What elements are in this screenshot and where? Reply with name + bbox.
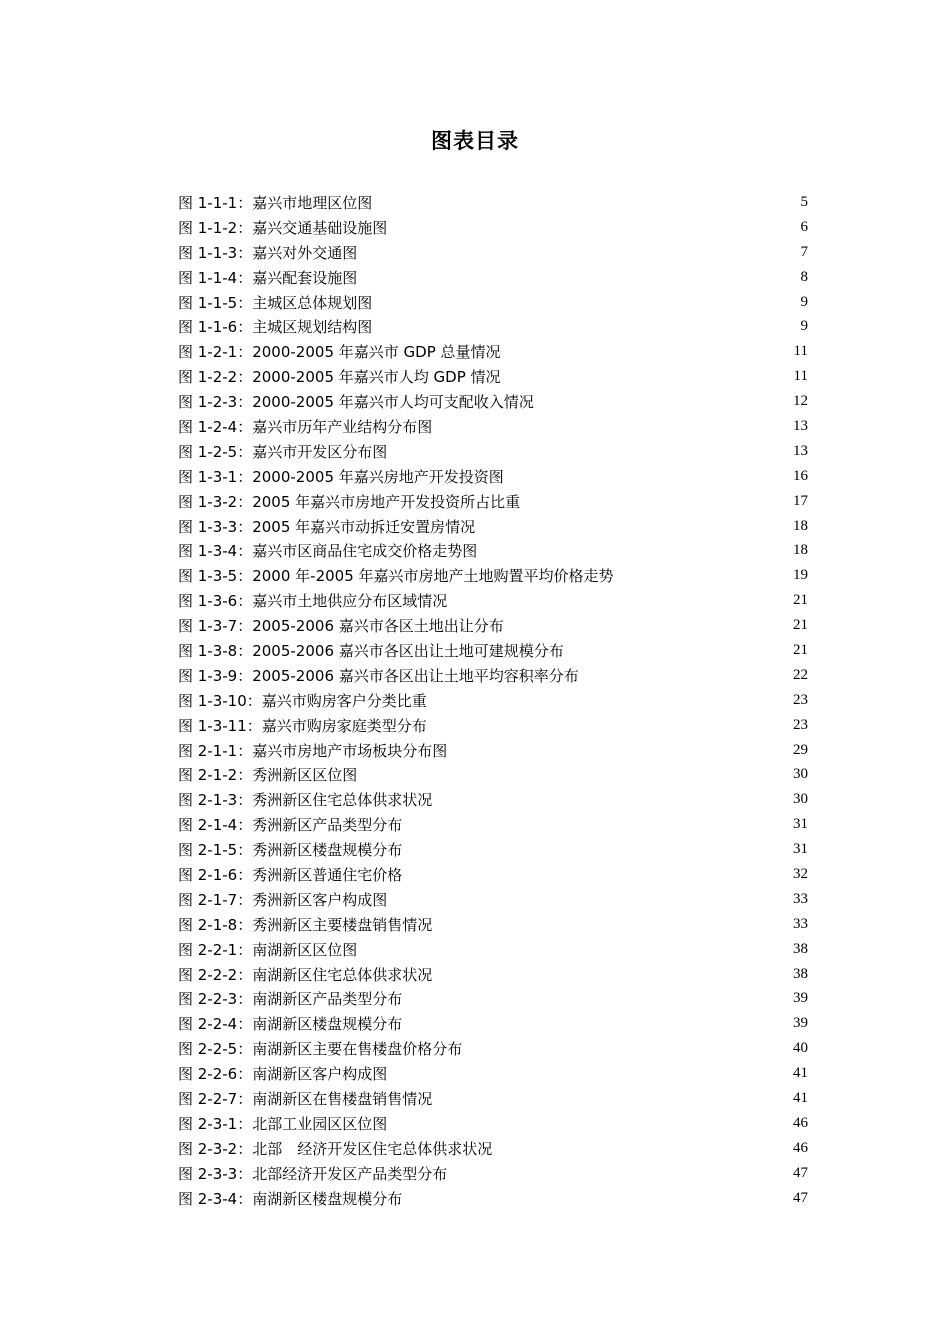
toc-entry-label: 图 1-1-4：嘉兴配套设施图 [178, 268, 358, 287]
toc-entry[interactable] [178, 588, 808, 613]
toc-entry-label: 图 1-1-6：主城区规划结构图 [178, 318, 373, 337]
toc-entry[interactable] [178, 215, 808, 240]
toc-entry-label: 图 1-3-10：嘉兴市购房客户分类比重 [178, 691, 427, 710]
toc-entry-page-number: 47 [793, 1164, 808, 1181]
toc-entry-page-number: 21 [793, 617, 808, 634]
toc-entry[interactable] [178, 439, 808, 464]
toc-entry-label: 图 2-1-3：秀洲新区住宅总体供求状况 [178, 791, 433, 810]
toc-entry-page-number: 32 [793, 865, 808, 882]
toc-entry-page-number: 31 [793, 841, 808, 858]
toc-entry-label: 图 2-2-1：南湖新区区位图 [178, 940, 358, 959]
toc-entry[interactable] [178, 464, 808, 489]
toc-entry[interactable] [178, 1011, 808, 1036]
toc-entry-page-number: 38 [793, 940, 808, 957]
toc-entry[interactable] [178, 538, 808, 563]
toc-entry-page-number: 9 [800, 293, 808, 310]
toc-entry-page-number: 41 [793, 1065, 808, 1082]
toc-entry-label: 图 2-3-1：北部工业园区区位图 [178, 1114, 388, 1133]
toc-entry[interactable] [178, 887, 808, 912]
toc-entry-label: 图 1-2-3：2000-2005 年嘉兴市人均可支配收入情况 [178, 393, 534, 412]
toc-entry-label: 图 1-3-11：嘉兴市购房家庭类型分布 [178, 716, 427, 735]
toc-entry[interactable] [178, 339, 808, 364]
toc-entry-label: 图 2-2-3：南湖新区产品类型分布 [178, 990, 403, 1009]
toc-entry-label: 图 1-3-5：2000 年-2005 年嘉兴市房地产土地购置平均价格走势 [178, 567, 614, 586]
toc-entry-label: 图 1-3-9：2005-2006 嘉兴市各区出让土地平均容积率分布 [178, 666, 579, 685]
toc-entry-page-number: 30 [793, 766, 808, 783]
toc-entry-page-number: 9 [800, 318, 808, 335]
toc-entry-label: 图 1-3-6：嘉兴市土地供应分布区域情况 [178, 592, 448, 611]
toc-entry[interactable] [178, 738, 808, 763]
toc-entry[interactable] [178, 787, 808, 812]
toc-entry-page-number: 5 [800, 193, 808, 210]
toc-entry[interactable] [178, 613, 808, 638]
toc-entry[interactable] [178, 688, 808, 713]
toc-entry-label: 图 1-3-1：2000-2005 年嘉兴房地产开发投资图 [178, 467, 504, 486]
toc-entry-page-number: 30 [793, 791, 808, 808]
toc-entry-label: 图 2-2-2：南湖新区住宅总体供求状况 [178, 965, 433, 984]
toc-entry-page-number: 21 [793, 592, 808, 609]
toc-entry-label: 图 1-3-3：2005 年嘉兴市动拆迁安置房情况 [178, 517, 476, 536]
toc-entry-label: 图 1-2-5：嘉兴市开发区分布图 [178, 442, 388, 461]
toc-entry-label: 图 1-1-5：主城区总体规划图 [178, 293, 373, 312]
toc-entry-page-number: 7 [800, 243, 808, 260]
toc-entry-page-number: 39 [793, 1015, 808, 1032]
toc-entry-page-number: 47 [793, 1189, 808, 1206]
toc-entry-label: 图 2-2-5：南湖新区主要在售楼盘价格分布 [178, 1040, 463, 1059]
toc-entry-label: 图 1-2-1：2000-2005 年嘉兴市 GDP 总量情况 [178, 343, 501, 362]
toc-entry-label: 图 2-1-5：秀洲新区楼盘规模分布 [178, 841, 403, 860]
toc-entry-page-number: 29 [793, 741, 808, 758]
toc-entry[interactable] [178, 190, 808, 215]
toc-entry-page-number: 23 [793, 716, 808, 733]
toc-entry[interactable] [178, 862, 808, 887]
toc-entry[interactable] [178, 1161, 808, 1186]
toc-entry-page-number: 22 [793, 666, 808, 683]
toc-entry-label: 图 1-2-4：嘉兴市历年产业结构分布图 [178, 417, 433, 436]
toc-entry-page-number: 39 [793, 990, 808, 1007]
toc-entry-page-number: 46 [793, 1139, 808, 1156]
toc-entry-page-number: 11 [793, 343, 808, 360]
toc-entry-page-number: 6 [800, 218, 808, 235]
toc-entry[interactable] [178, 663, 808, 688]
toc-entry[interactable] [178, 563, 808, 588]
toc-entry-label: 图 2-3-2：北部 经济开发区住宅总体供求状况 [178, 1139, 493, 1158]
toc-entry[interactable] [178, 1061, 808, 1086]
toc-entry-page-number: 40 [793, 1040, 808, 1057]
toc-entry[interactable] [178, 265, 808, 290]
toc-entry-page-number: 23 [793, 691, 808, 708]
toc-entry-page-number: 17 [793, 492, 808, 509]
toc-entry-label: 图 2-2-4：南湖新区楼盘规模分布 [178, 1015, 403, 1034]
toc-entry[interactable] [178, 290, 808, 315]
toc-entry-page-number: 13 [793, 417, 808, 434]
toc-entry-label: 图 2-2-7：南湖新区在售楼盘销售情况 [178, 1090, 433, 1108]
toc-entry[interactable] [178, 1111, 808, 1136]
toc-entry[interactable] [178, 962, 808, 987]
toc-entry-page-number: 18 [793, 517, 808, 534]
toc-entry[interactable] [178, 364, 808, 389]
toc-entry-label: 图 2-3-3：北部经济开发区产品类型分布 [178, 1164, 448, 1183]
toc-entry-page-number: 16 [793, 467, 808, 484]
toc-entry-label: 图 2-1-1：嘉兴市房地产市场板块分布图 [178, 741, 448, 760]
toc-entry[interactable] [178, 937, 808, 962]
toc-entry[interactable] [178, 987, 808, 1012]
toc-entry-label: 图 2-2-6：南湖新区客户构成图 [178, 1065, 388, 1084]
toc-entry[interactable] [178, 514, 808, 539]
toc-entry-page-number: 21 [793, 641, 808, 658]
toc-entry-label: 图 2-1-2：秀洲新区区位图 [178, 766, 358, 785]
toc-entry[interactable] [178, 638, 808, 663]
toc-entry[interactable] [178, 762, 808, 787]
toc-entry[interactable] [178, 1136, 808, 1161]
toc-entry[interactable] [178, 1186, 808, 1211]
toc-entry-label: 图 1-3-4：嘉兴市区商品住宅成交价格走势图 [178, 542, 478, 561]
toc-entry[interactable] [178, 713, 808, 738]
toc-entry-page-number: 19 [793, 567, 808, 584]
toc-entry-page-number: 8 [800, 268, 808, 285]
toc-entry[interactable] [178, 812, 808, 837]
toc-entry-label: 图 1-3-8：2005-2006 嘉兴市各区出让土地可建规模分布 [178, 641, 564, 660]
toc-entry-page-number: 33 [793, 890, 808, 907]
toc-list [178, 190, 808, 1211]
toc-entry[interactable] [178, 414, 808, 439]
toc-entry-page-number: 31 [793, 816, 808, 833]
toc-entry[interactable] [178, 837, 808, 862]
toc-entry-page-number: 18 [793, 542, 808, 559]
toc-entry-label: 图 2-1-7：秀洲新区客户构成图 [178, 890, 388, 909]
toc-entry-label: 图 1-1-1：嘉兴市地理区位图 [178, 193, 373, 212]
page-title: 图表目录 [431, 129, 519, 153]
toc-entry-label: 图 1-1-2：嘉兴交通基础设施图 [178, 218, 388, 237]
toc-entry-label: 图 1-2-2：2000-2005 年嘉兴市人均 GDP 情况 [178, 368, 501, 387]
toc-entry-label: 图 1-1-3：嘉兴对外交通图 [178, 243, 358, 262]
toc-entry-label: 图 1-3-2：2005 年嘉兴市房地产开发投资所占比重 [178, 492, 521, 511]
toc-entry[interactable] [178, 314, 808, 339]
toc-entry-page-number: 12 [793, 393, 808, 410]
toc-entry-page-number: 11 [793, 368, 808, 385]
toc-entry[interactable] [178, 912, 808, 937]
toc-entry-label: 图 2-1-4：秀洲新区产品类型分布 [178, 816, 403, 835]
toc-entry[interactable] [178, 1086, 808, 1111]
toc-entry-label: 图 2-1-8：秀洲新区主要楼盘销售情况 [178, 915, 433, 934]
toc-entry-page-number: 13 [793, 442, 808, 459]
toc-entry-label: 图 2-3-4：南湖新区楼盘规模分布 [178, 1189, 403, 1208]
toc-entry[interactable] [178, 1036, 808, 1061]
toc-entry-page-number: 46 [793, 1114, 808, 1131]
toc-entry-label: 图 1-3-7：2005-2006 嘉兴市各区土地出让分布 [178, 617, 504, 636]
toc-entry[interactable] [178, 389, 808, 414]
toc-entry-page-number: 33 [793, 915, 808, 932]
toc-entry-label: 图 2-1-6：秀洲新区普通住宅价格 [178, 865, 403, 884]
toc-entry-page-number: 41 [793, 1090, 808, 1106]
toc-entry[interactable] [178, 240, 808, 265]
toc-entry[interactable] [178, 489, 808, 514]
toc-entry-page-number: 38 [793, 965, 808, 982]
